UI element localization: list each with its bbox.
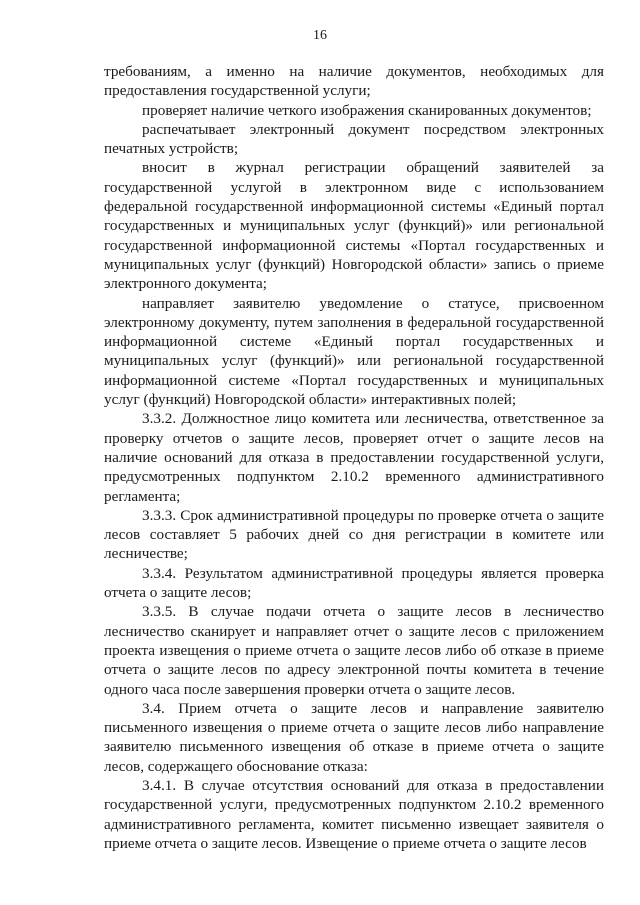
paragraph-3-3-2: 3.3.2. Должностное лицо комитета или лесничества, ответственное за проверку отчетов о защите лесов, проверяет отчет о защите лесов на наличие оснований для отказа в предоставлении государственной услуги, предусмотренных подпунктом 2.10.2 временного административного регламента; (104, 410, 604, 505)
paragraph-scan-check: проверяет наличие четкого изображения сканированных документов; (142, 101, 592, 119)
paragraph-3-3-4: 3.3.4. Результатом административной процедуры является проверка отчета о защите лесов; (104, 564, 604, 602)
paragraph-3-3-5: 3.3.5. В случае подачи отчета о защите лесов в лесничество лесничество сканирует и направляет отчет о защите лесов с приложением проекта извещения о приеме отчета о защите лесов либо об отказе в приеме отчета о защите лесов по адресу электронной почты комитета в течение одного часа после завершения проверки отчета о защите лесов. (104, 603, 604, 698)
paragraph-registration: вносит в журнал регистрации обращений заявителей за государственной услугой в электронном виде с использованием федеральной государственной информационной системы «Единый портал государственных и муниципальных услуг (функций)» или региональной государственной информационной системы «Портал государственных и муниципальных услуг (функций) Новгородской области» запись о приеме электронного документа; (104, 159, 604, 293)
paragraph-notification: направляет заявителю уведомление о статусе, присвоенном электронному документу, путем заполнения в федеральной государственной информационной системе «Единый портал государственных и муниципальных услуг (функций)» или региональной государственной информационной системе «Портал государственных и муниципальных услуг (функций) Новгородской области» интерактивных полей; (104, 294, 604, 409)
paragraph-3-4: 3.4. Прием отчета о защите лесов и направление заявителю письменного извещения о приеме отчета о защите лесов либо направление заявителю письменного извещения об отказе в приеме отчета о защите лесов, содержащего обоснование отказа: (104, 699, 604, 775)
document-body (104, 62, 604, 853)
paragraph-print: распечатывает электронный документ посредством электронных печатных устройств; (104, 120, 604, 158)
page-number: 16 (313, 28, 327, 43)
paragraph-continuation: требованиям, а именно на наличие документов, необходимых для предоставления государственной услуги; (104, 63, 604, 100)
paragraph-3-3-3: 3.3.3. Срок административной процедуры по проверке отчета о защите лесов составляет 5 рабочих дней со дня регистрации в комитете или лесничестве; (104, 506, 604, 563)
paragraph-3-4-1: 3.4.1. В случае отсутствия оснований для отказа в предоставлении государственной услуги, предусмотренных подпунктом 2.10.2 временного административного регламента, комитет письменно извещает заявителя о приеме отчета о защите лесов. Извещение о приеме отчета о защите лесов (104, 776, 604, 852)
